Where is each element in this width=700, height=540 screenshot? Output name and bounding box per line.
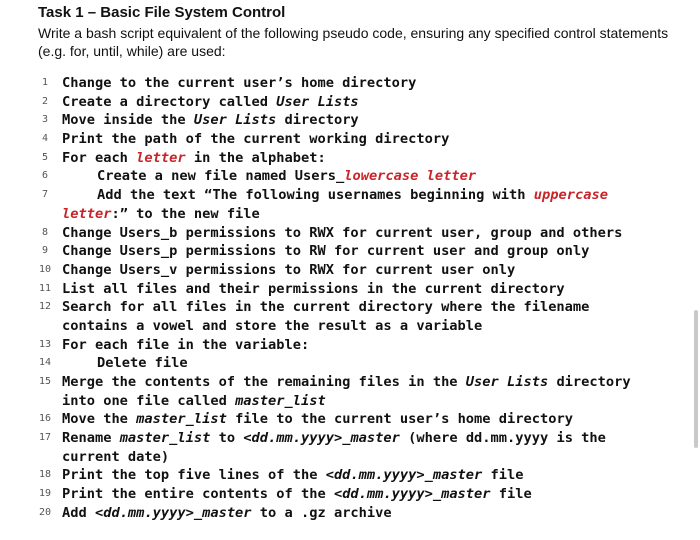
code-text: Change Users_v permissions to RWX for current user only [62, 261, 516, 278]
code-text: Add [62, 504, 95, 521]
italic-term: User Lists [465, 374, 549, 390]
code-text: Search for all files in the current directory where the filename [62, 299, 590, 316]
line-number: 8 [41, 226, 49, 238]
code-line [38, 448, 678, 467]
code-line-text [97, 354, 188, 373]
code-line-text [62, 205, 260, 224]
code-line [38, 149, 678, 168]
code-line [38, 224, 678, 243]
italic-term: User Lists [276, 93, 359, 110]
code-text: directory [276, 112, 359, 129]
code-line [38, 317, 678, 336]
code-text: Change Users_p permissions to RW for current user and group only [62, 243, 590, 260]
code-text: into one file called [62, 392, 236, 409]
code-line-text [62, 149, 326, 168]
italic-term: <dd.mm.yyyy>_master [333, 486, 491, 503]
line-number: 13 [38, 338, 52, 350]
line-number: 4 [41, 133, 49, 145]
code-line [38, 186, 678, 205]
code-line-text [62, 93, 359, 112]
line-number: 16 [38, 413, 52, 425]
code-text: Print the path of the current working directory [62, 131, 450, 148]
code-line-text [62, 392, 326, 411]
line-number: 6 [41, 170, 49, 182]
code-line [38, 93, 678, 112]
code-line-text [62, 466, 523, 485]
code-text: Print the entire contents of the [62, 486, 334, 503]
line-number: 2 [41, 95, 49, 107]
code-line-text [62, 429, 606, 448]
line-number: 11 [38, 282, 52, 294]
code-text: :” to the new file [111, 205, 260, 222]
code-line-text [62, 448, 169, 467]
line-number: 15 [38, 376, 52, 387]
code-line-text [62, 130, 449, 149]
italic-term: master_list [119, 430, 211, 447]
italic-term: master_list [235, 392, 326, 409]
code-line-text [62, 336, 309, 355]
code-line [38, 205, 678, 224]
code-text: Add the text “The following usernames beginning with [97, 187, 534, 204]
code-line-text [62, 317, 482, 336]
code-line-text [97, 186, 608, 205]
line-number: 18 [38, 469, 52, 481]
code-line-text [97, 167, 476, 186]
code-text: List all files and their permissions in the current directory [62, 280, 565, 297]
code-line-text [62, 261, 515, 280]
code-line [38, 354, 678, 373]
line-number: 17 [38, 432, 52, 444]
code-line [38, 111, 678, 130]
code-line [38, 280, 678, 299]
code-text: For each file in the variable: [62, 336, 310, 353]
code-text: Move inside the [62, 112, 194, 129]
italic-term: master_list [136, 411, 227, 428]
code-text: to a .gz archive [251, 504, 392, 521]
code-line [38, 504, 678, 523]
code-line [38, 429, 678, 448]
code-line [38, 298, 678, 317]
code-line [38, 167, 678, 186]
code-line-text [62, 373, 631, 392]
italic-term: <dd.mm.yyyy>_master [325, 467, 483, 484]
code-line [38, 392, 678, 411]
line-number: 19 [38, 488, 52, 500]
code-text: file to the current user’s home directory [226, 411, 573, 428]
code-text: file [490, 486, 532, 503]
code-text: in the alphabet: [185, 149, 326, 166]
line-number: 9 [41, 245, 49, 257]
code-line [38, 242, 678, 261]
line-number: 7 [41, 189, 49, 201]
code-line [38, 485, 678, 504]
code-line [38, 410, 678, 429]
code-text: Change to the current user’s home directory [62, 75, 417, 91]
line-number: 10 [38, 263, 52, 275]
code-text: current date) [62, 448, 170, 465]
code-line [38, 466, 678, 485]
highlighted-variable: uppercase [533, 187, 608, 204]
code-text: contains a vowel and store the result as a variable [62, 317, 483, 334]
code-text: directory [548, 374, 631, 390]
italic-term: <dd.mm.yyyy>_master [94, 504, 252, 521]
line-number: 20 [38, 506, 52, 518]
code-text: (where dd.mm.yyyy is the [399, 430, 606, 447]
line-number: 1 [41, 77, 49, 88]
code-line-text [62, 242, 589, 261]
code-line [38, 74, 678, 93]
code-line-text [62, 485, 532, 504]
code-text: Change Users_b permissions to RWX for current user, group and others [62, 224, 623, 241]
code-line-text [62, 298, 589, 317]
code-line-text [62, 111, 359, 130]
code-line [38, 373, 678, 392]
line-number: 12 [38, 301, 52, 313]
vertical-scrollbar[interactable] [694, 310, 698, 448]
code-line-text [62, 74, 416, 93]
code-text: file [482, 467, 524, 484]
code-text: Create a new file named Users_ [97, 168, 345, 185]
italic-term: <dd.mm.yyyy>_master [243, 430, 400, 447]
code-text: Merge the contents of the remaining files in the [62, 374, 466, 390]
line-number: 14 [38, 357, 52, 369]
task-description: Write a bash script equivalent of the following pseudo code, ensuring any specified control statements (e.g. for, until, while) are used: [38, 25, 669, 59]
code-line-text [62, 410, 573, 429]
pseudo-code-block [38, 74, 678, 523]
code-text: For each [62, 149, 137, 166]
code-line-text [62, 280, 565, 299]
task-title: Task 1 – Basic File System Control [38, 4, 286, 21]
line-number: 5 [41, 151, 49, 163]
code-line [38, 336, 678, 355]
code-text: Create a directory called [62, 93, 277, 110]
code-text: Delete file [97, 355, 188, 372]
code-text: Print the top five lines of the [62, 467, 326, 484]
highlighted-variable: letter [136, 149, 186, 166]
code-text: Move the [62, 411, 137, 428]
line-number: 3 [41, 114, 49, 126]
code-text: Rename [62, 430, 120, 447]
code-text: to [210, 430, 244, 447]
code-line [38, 261, 678, 280]
code-line-text [62, 504, 392, 523]
code-line-text [62, 224, 622, 243]
italic-term: User Lists [193, 112, 277, 129]
highlighted-variable: lowercase letter [344, 168, 477, 185]
highlighted-variable: letter [62, 205, 112, 222]
code-line [38, 130, 678, 149]
